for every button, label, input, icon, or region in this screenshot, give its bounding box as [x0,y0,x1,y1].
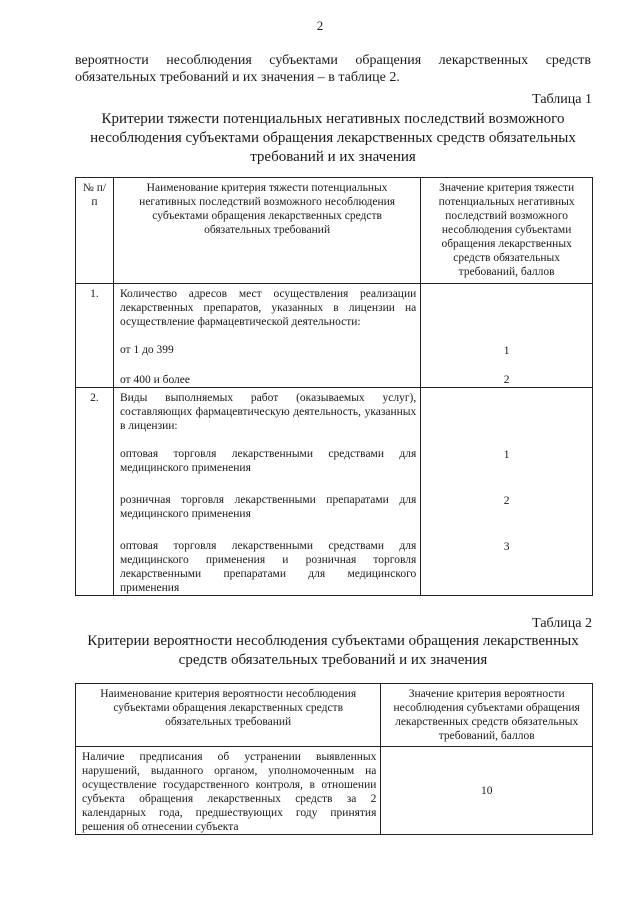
table2-title: Критерии вероятности несоблюдения субъектами обращения лекарственных средств обязательных требований и их значения [87,633,579,668]
table1-row-2-option-3: оптовая торговля лекарственными средствами для медицинского применения и розничная торговля лекарственными препаратами для медицинского применения [119,540,417,594]
table1-header-value: Значение критерия тяжести потенциальных негативных последствий возможного несоблюдения субъектами обращения лекарственных средств обязательных требований, баллов [421,178,593,284]
table1-row-1-name [113,284,420,388]
table1-row-2-name [113,388,420,596]
table1-header-row [76,178,593,284]
table1-row-2 [76,388,593,596]
table1-row-2-value-1: 1 [503,449,510,461]
table2-row-1-text: Наличие предписания об устранении выявленных нарушений, выданного органом, уполномоченным на осуществление государственного контроля, в отношении субъекта обращения лекарственных средств за 2 календарных года, предшествующих году принятия решения об отнесении субъекта [82,751,377,833]
table1-row-2-value-3: 3 [503,541,510,553]
table1-row-1-option-1: от 1 до 399 [119,344,174,356]
table1-row-2-description: Виды выполняемых работ (оказываемых услуг), составляющих фармацевтическую деятельность, указанных в лицензии: [119,392,417,432]
table1-header-num: № п/п [76,178,114,284]
table2-row-1-value: 10 [381,747,593,835]
table1-row-2-values [421,388,593,596]
table1-row-1-values [421,284,593,388]
table2-header-name: Наименование критерия вероятности несоблюдения субъектами обращения лекарственных средств обязательных требований [76,684,381,747]
criteria-severity-table [75,177,593,596]
table1-row-2-num: 2. [76,388,114,596]
table1-row-1-value-1: 1 [503,345,510,357]
page-number: 2 [316,18,324,33]
criteria-probability-table [75,683,593,835]
table1-row-1-num: 1. [76,284,114,388]
table1-row-1-option-2: от 400 и более [119,374,191,386]
table1-header-name: Наименование критерия тяжести потенциальных негативных последствий возможного несоблюдения субъектами обращения лекарственных средств обязательных требований [113,178,420,284]
table1-row-2-value-2: 2 [503,495,510,507]
table1-row-1-description: Количество адресов мест осуществления реализации лекарственных препаратов, указанных в лицензии на осуществление фармацевтической деятельности: [119,288,417,328]
table2-header-row [76,684,593,747]
table1-title: Критерии тяжести потенциальных негативных последствий возможного несоблюдения субъектами обращения лекарственных средств обязательных требований и их значения [90,111,576,165]
table2-label: Таблица 2 [532,616,592,631]
table2-row-1-name [76,747,381,835]
table1-row-1 [76,284,593,388]
table2-header-value: Значение критерия вероятности несоблюдения субъектами обращения лекарственных средств обязательных требований, баллов [381,684,593,747]
table1-label: Таблица 1 [532,92,592,107]
intro-paragraph: вероятности несоблюдения субъектами обращения лекарственных средств обязательных требований и их значения – в таблице 2. [75,53,591,85]
table1-row-1-value-2: 2 [503,374,510,386]
table2-row-1 [76,747,593,835]
table1-row-2-option-2: розничная торговля лекарственными препаратами для медицинского применения [119,494,417,520]
table1-row-2-option-1: оптовая торговля лекарственными средствами для медицинского применения [119,448,417,474]
